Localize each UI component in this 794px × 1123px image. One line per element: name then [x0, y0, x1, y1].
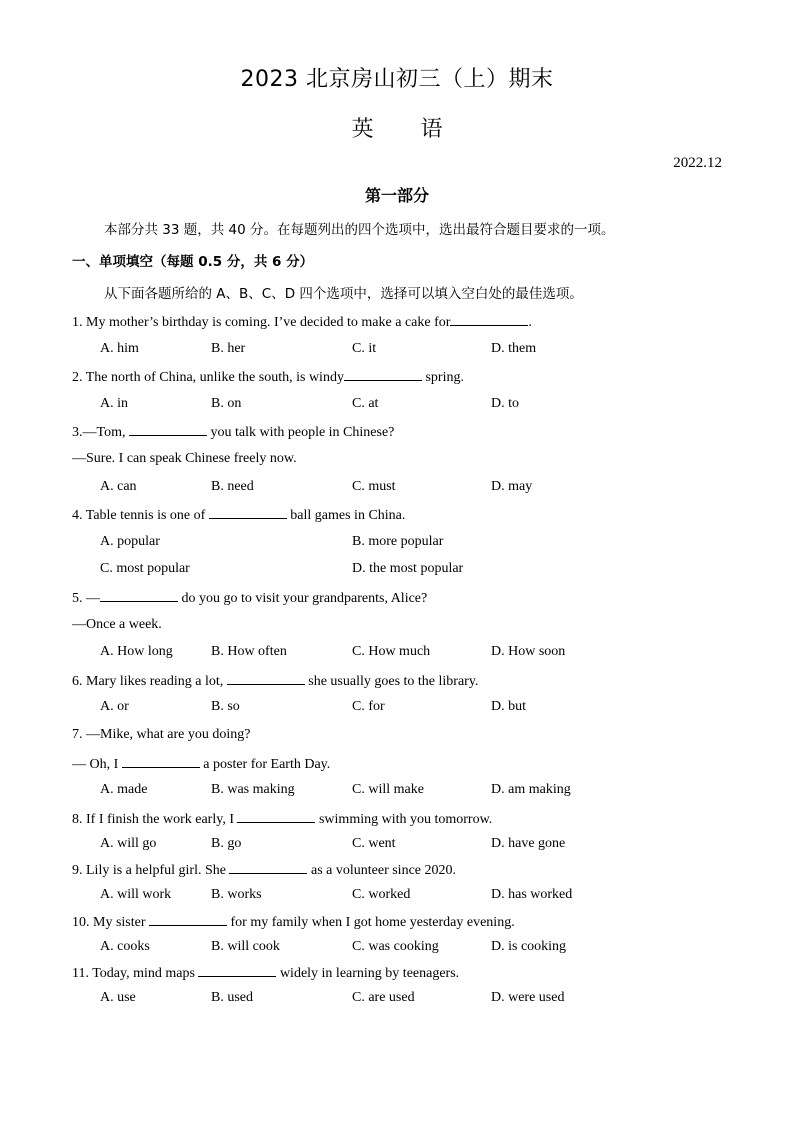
- question-8: [72, 810, 492, 828]
- question-text: 1. My mother’s birthday is coming. I’ve decided to make a cake for: [72, 315, 451, 330]
- answer-blank: [227, 672, 305, 685]
- option-d: D. them: [491, 341, 537, 356]
- option-c: C. worked: [352, 887, 411, 902]
- option-b: B. works: [211, 887, 262, 902]
- question-text: 4. Table tennis is one of: [72, 508, 209, 523]
- option-b: B. so: [211, 699, 240, 714]
- option-c: C. at: [352, 396, 379, 411]
- option-c: C. will make: [352, 782, 424, 797]
- option-b: B. go: [211, 836, 242, 851]
- question-5: [72, 589, 427, 607]
- subject-title: 英 语: [351, 117, 443, 142]
- question-text: as a volunteer since 2020.: [307, 863, 456, 878]
- option-b: B. need: [211, 479, 254, 494]
- question-text: widely in learning by teenagers.: [276, 966, 460, 981]
- question-7: 7. —Mike, what are you doing?: [72, 727, 251, 742]
- option-b: B. more popular: [352, 534, 444, 549]
- option-b: B. used: [211, 990, 253, 1005]
- option-b: B. How often: [211, 644, 287, 659]
- answer-blank: [450, 313, 528, 326]
- option-a: A. use: [100, 990, 136, 1005]
- answer-blank: [122, 755, 200, 768]
- question-text: 6. Mary likes reading a lot,: [72, 674, 227, 689]
- option-b: B. her: [211, 341, 246, 356]
- option-d: D. has worked: [491, 887, 573, 902]
- option-c: C. are used: [352, 990, 415, 1005]
- exam-date: 2022.12: [673, 155, 722, 171]
- option-c: C. most popular: [100, 561, 190, 576]
- option-c: C. for: [352, 699, 385, 714]
- option-a: A. made: [100, 782, 148, 797]
- question-text: you talk with people in Chinese?: [206, 425, 395, 440]
- option-a: A. How long: [100, 644, 173, 659]
- option-a: A. him: [100, 341, 139, 356]
- question-6: [72, 672, 478, 690]
- answer-blank: [100, 589, 178, 602]
- question-9: [72, 861, 456, 879]
- section-heading: 一、单项填空（每题 0.5 分，共 6 分）: [72, 254, 314, 270]
- option-a: A. or: [100, 699, 129, 714]
- option-c: C. went: [352, 836, 396, 851]
- question-4: [72, 506, 405, 524]
- question-10: [72, 913, 515, 931]
- option-b: B. will cook: [211, 939, 280, 954]
- answer-blank: [149, 913, 227, 926]
- option-d: D. to: [491, 396, 519, 411]
- option-c: C. was cooking: [352, 939, 439, 954]
- question-text: 8. If I finish the work early, I: [72, 812, 238, 827]
- option-a: A. will work: [100, 887, 172, 902]
- option-d: D. am making: [491, 782, 571, 797]
- option-b: B. on: [211, 396, 242, 411]
- option-a: A. cooks: [100, 939, 150, 954]
- option-d: D. may: [491, 479, 533, 494]
- option-d: D. were used: [491, 990, 565, 1005]
- question-text: 9. Lily is a helpful girl. She: [72, 863, 230, 878]
- option-a: A. popular: [100, 534, 160, 549]
- question-text: .: [528, 315, 532, 330]
- answer-blank: [209, 506, 287, 519]
- exam-title: 2023 北京房山初三（上）期末: [240, 67, 554, 92]
- question-text: 2. The north of China, unlike the south, is windy: [72, 370, 344, 385]
- option-c: C. it: [352, 341, 377, 356]
- question-7-reply: [72, 755, 330, 773]
- question-text: do you go to visit your grandparents, Alice?: [178, 591, 428, 606]
- question-text: spring.: [421, 370, 464, 385]
- answer-blank: [344, 368, 422, 381]
- question-text: ball games in China.: [286, 508, 406, 523]
- option-d: D. but: [491, 699, 526, 714]
- question-text: 5. —: [72, 591, 100, 606]
- part-intro: 本部分共 33 题，共 40 分。在每题列出的四个选项中，选出最符合题目要求的一项。: [104, 222, 615, 238]
- option-a: A. in: [100, 396, 128, 411]
- option-d: D. have gone: [491, 836, 566, 851]
- question-text: 10. My sister: [72, 915, 149, 930]
- question-text: — Oh, I: [72, 757, 122, 772]
- question-text: 11. Today, mind maps: [72, 966, 199, 981]
- section-instruction: 从下面各题所给的 A、B、C、D 四个选项中，选择可以填入空白处的最佳选项。: [104, 286, 583, 302]
- option-b: B. was making: [211, 782, 295, 797]
- question-text: for my family when I got home yesterday evening.: [227, 915, 515, 930]
- option-c: C. must: [352, 479, 396, 494]
- question-text: swimming with you tomorrow.: [315, 812, 493, 827]
- question-text: a poster for Earth Day.: [199, 757, 331, 772]
- question-3: [72, 423, 394, 441]
- question-5-reply: —Once a week.: [72, 617, 162, 632]
- answer-blank: [237, 810, 315, 823]
- question-11: [72, 964, 459, 982]
- answer-blank: [229, 861, 307, 874]
- question-3-reply: —Sure. I can speak Chinese freely now.: [72, 451, 297, 466]
- question-2: [72, 368, 464, 386]
- answer-blank: [198, 964, 276, 977]
- option-d: D. is cooking: [491, 939, 567, 954]
- option-a: A. will go: [100, 836, 157, 851]
- question-1: [72, 313, 532, 331]
- question-text: 3.—Tom,: [72, 425, 129, 440]
- part-heading: 第一部分: [364, 186, 429, 205]
- option-a: A. can: [100, 479, 137, 494]
- question-text: she usually goes to the library.: [304, 674, 479, 689]
- option-d: D. How soon: [491, 644, 566, 659]
- option-c: C. How much: [352, 644, 431, 659]
- option-d: D. the most popular: [352, 561, 464, 576]
- answer-blank: [129, 423, 207, 436]
